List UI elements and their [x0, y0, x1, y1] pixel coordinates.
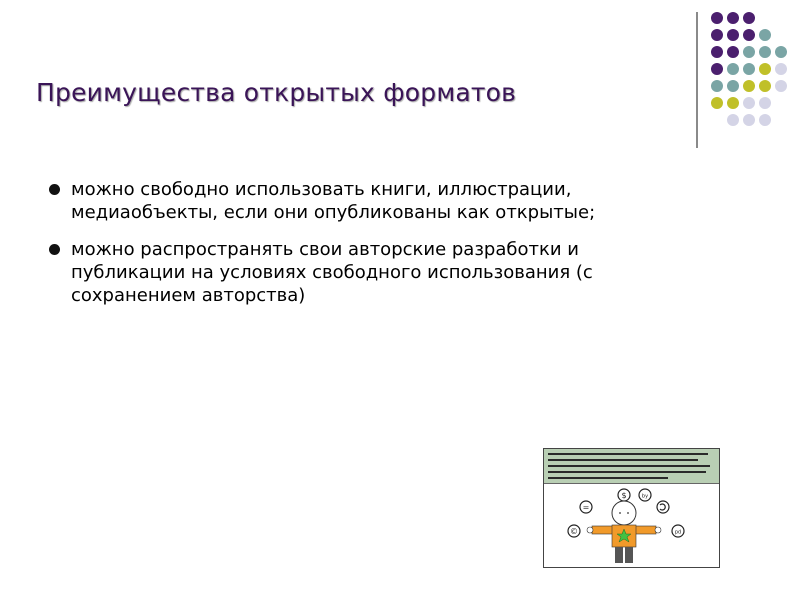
- dot-purple: [711, 29, 723, 41]
- dot-purple: [743, 12, 755, 24]
- icon-label-dollar: $: [621, 491, 627, 500]
- dot-lavender: [743, 114, 755, 126]
- dot-olive: [743, 80, 755, 92]
- dot-purple: [711, 63, 723, 75]
- bullet-item: [46, 178, 686, 224]
- creative-commons-illustration: [543, 448, 720, 568]
- dot-purple: [727, 29, 739, 41]
- bullet-list: [46, 178, 686, 321]
- dot-teal: [759, 29, 771, 41]
- comic-figure-svg: [544, 449, 719, 567]
- dot-lavender: [775, 63, 787, 75]
- dot-lavender: [743, 97, 755, 109]
- dot-olive: [759, 80, 771, 92]
- dot-purple: [743, 29, 755, 41]
- dot-teal: [775, 46, 787, 58]
- dot-teal: [727, 63, 739, 75]
- dot-lavender: [759, 114, 771, 126]
- dot-olive: [759, 63, 771, 75]
- dot-teal: [743, 63, 755, 75]
- icon-label-equals: =: [582, 503, 590, 512]
- bullet-text: можно свободно использовать книги, иллюстрации, медиаобъекты, если они опубликованы как открытые;: [71, 179, 596, 223]
- dot-olive: [727, 97, 739, 109]
- dot-teal: [743, 46, 755, 58]
- decorative-dot-grid: [703, 12, 800, 137]
- icon-label-by: by: [641, 493, 649, 500]
- dot-lavender: [727, 114, 739, 126]
- stick-figure: [587, 501, 661, 563]
- vertical-divider: [696, 12, 698, 148]
- dot-teal: [727, 80, 739, 92]
- bullet-dot-icon: [49, 184, 60, 195]
- dot-purple: [711, 12, 723, 24]
- bullet-text: можно распространять свои авторские разработки и публикации на условиях свободного использования (с сохранением авторства): [71, 239, 593, 306]
- dot-purple: [711, 46, 723, 58]
- dot-olive: [711, 97, 723, 109]
- slide-title: Преимущества открытых форматов: [36, 78, 517, 107]
- dot-purple: [727, 12, 739, 24]
- bullet-item: [46, 238, 686, 307]
- dot-lavender: [775, 80, 787, 92]
- icon-label-pd: pd: [674, 529, 682, 536]
- dot-teal: [711, 80, 723, 92]
- dot-teal: [759, 46, 771, 58]
- bullet-dot-icon: [49, 244, 60, 255]
- dot-lavender: [759, 97, 771, 109]
- icon-label-copyright: ©: [570, 527, 578, 536]
- dot-purple: [727, 46, 739, 58]
